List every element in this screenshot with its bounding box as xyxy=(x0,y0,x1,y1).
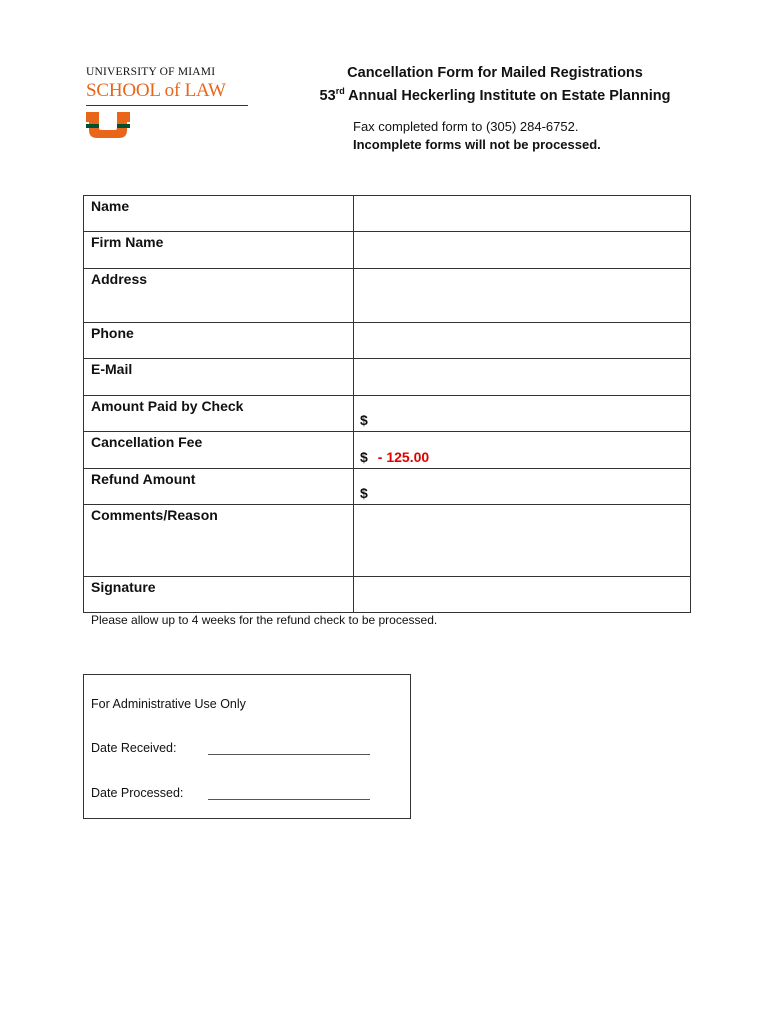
form-title: Cancellation Form for Mailed Registrations xyxy=(347,65,643,81)
firm-name-field[interactable] xyxy=(354,232,691,269)
amount-paid-field[interactable] xyxy=(354,396,691,432)
comments-label: Comments/Reason xyxy=(84,505,354,577)
amount-paid-label: Amount Paid by Check xyxy=(84,396,354,432)
cancellation-form-table xyxy=(83,195,691,613)
university-name: UNIVERSITY OF MIAMI xyxy=(86,66,216,78)
refund-currency: $ xyxy=(360,485,368,501)
email-field[interactable] xyxy=(354,359,691,396)
school-name: SCHOOL of LAW xyxy=(86,80,226,101)
address-label: Address xyxy=(84,269,354,323)
logo-divider xyxy=(86,105,248,106)
email-label: E-Mail xyxy=(84,359,354,396)
refund-note: Please allow up to 4 weeks for the refund check to be processed. xyxy=(91,613,438,627)
refund-amount-label: Refund Amount xyxy=(84,469,354,505)
subtitle-text: Annual Heckerling Institute on Estate Planning xyxy=(344,87,671,104)
signature-label: Signature xyxy=(84,577,354,613)
amount-currency: $ xyxy=(360,412,368,428)
refund-amount-field[interactable] xyxy=(354,469,691,505)
phone-label: Phone xyxy=(84,323,354,359)
fax-instructions xyxy=(353,118,601,154)
comments-field[interactable] xyxy=(354,505,691,577)
date-received-line[interactable] xyxy=(208,753,370,755)
form-header xyxy=(305,64,685,106)
date-processed-label: Date Processed: xyxy=(91,786,184,800)
cancellation-fee-label: Cancellation Fee xyxy=(84,432,354,469)
signature-field[interactable] xyxy=(354,577,691,613)
u-logo-icon xyxy=(86,110,130,138)
firm-name-label: Firm Name xyxy=(84,232,354,269)
cancellation-fee-value: - 125.00 xyxy=(377,449,430,465)
form-subtitle xyxy=(305,82,685,106)
address-field[interactable] xyxy=(354,269,691,323)
name-label: Name xyxy=(84,196,354,232)
phone-field[interactable] xyxy=(354,323,691,359)
admin-use-box xyxy=(83,674,411,819)
university-logo xyxy=(86,66,250,106)
admin-heading: For Administrative Use Only xyxy=(91,697,246,711)
fee-currency: $ xyxy=(360,449,368,465)
name-field[interactable] xyxy=(354,196,691,232)
subtitle-number: 53 xyxy=(319,87,336,104)
subtitle-suffix: rd xyxy=(335,86,345,96)
cancellation-fee-field xyxy=(354,432,691,469)
fax-text: Fax completed form to (305) 284-6752. xyxy=(353,119,579,134)
date-received-label: Date Received: xyxy=(91,741,177,755)
incomplete-warning: Incomplete forms will not be processed. xyxy=(353,137,601,152)
date-processed-line[interactable] xyxy=(208,798,370,800)
